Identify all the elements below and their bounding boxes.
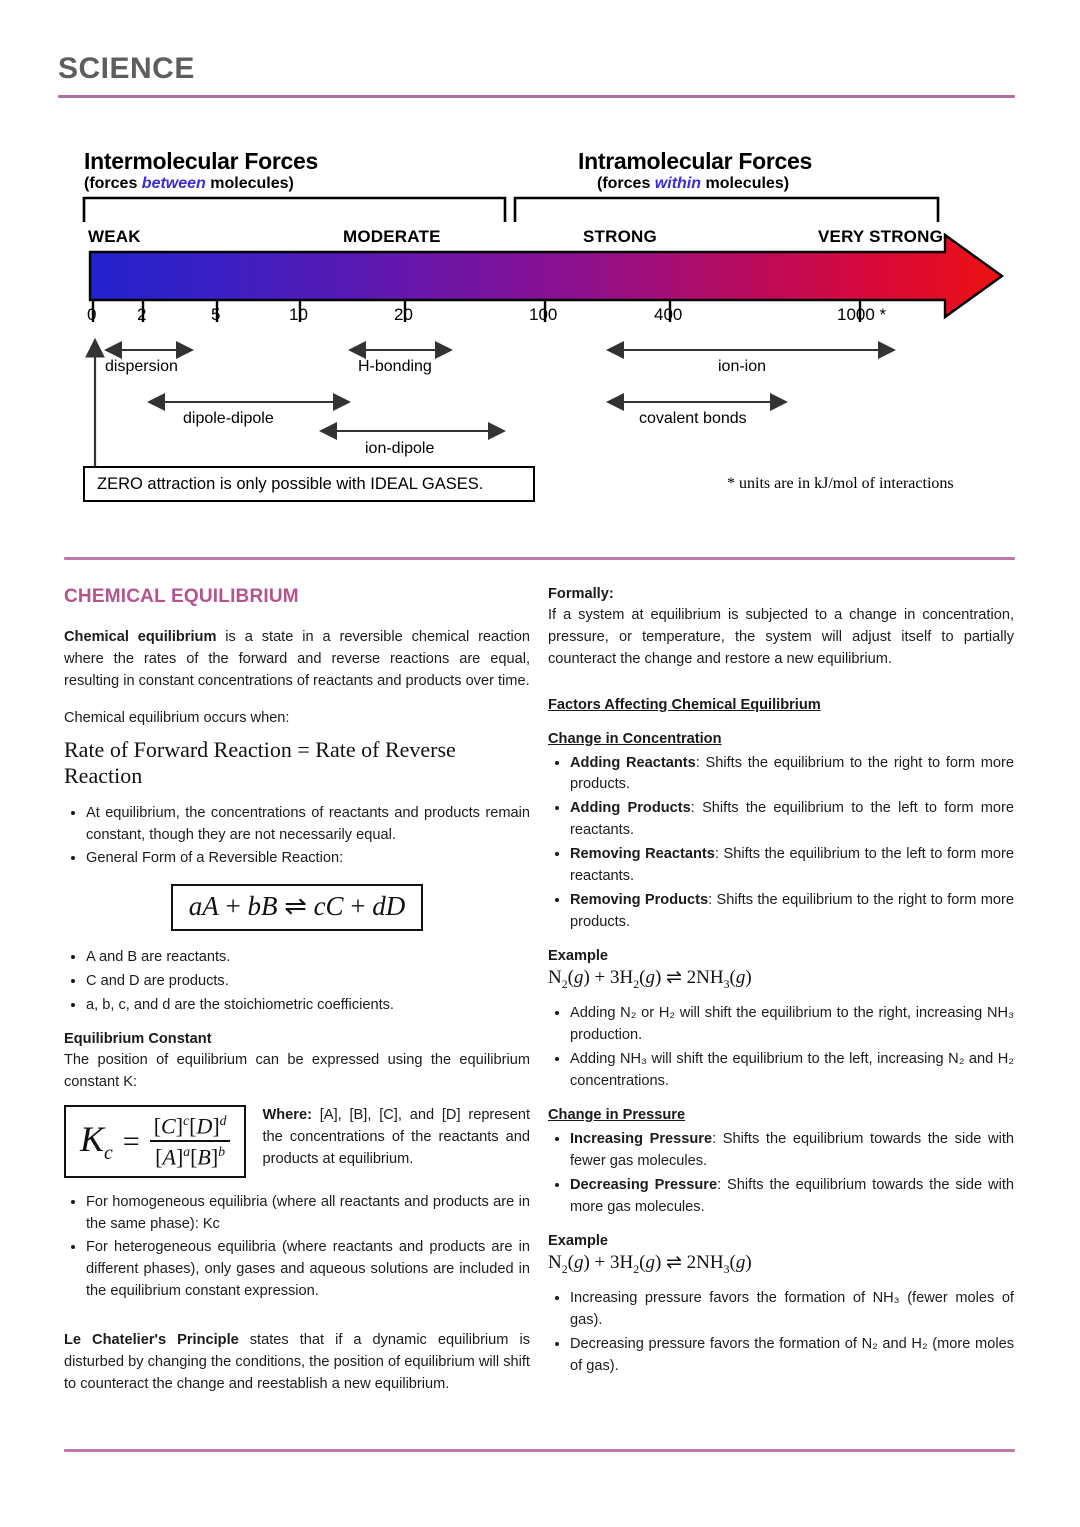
equilibrium-bullets-1 — [64, 803, 530, 871]
list-item — [570, 753, 1014, 797]
range-label-dipole-dipole: dipole-dipole — [183, 410, 274, 427]
zero-attraction-note: ZERO attraction is only possible with IDEAL GASES. — [83, 466, 535, 502]
factors-heading: Factors Affecting Chemical Equilibrium — [548, 696, 821, 713]
bullet-rest: : Shifts the equilibrium to the left to form more reactants. — [570, 800, 1014, 839]
bullet-rest: : Shifts the equilibrium to the left to form more reactants. — [570, 846, 1015, 884]
bullet-bold: Decreasing Pressure — [570, 1176, 718, 1193]
change-in-pressure-heading: Change in Pressure — [548, 1107, 686, 1123]
imf-sub-em: between — [141, 175, 206, 192]
change-in-concentration-heading: Change in Concentration — [548, 730, 722, 747]
list-item — [570, 798, 1014, 842]
tick-label-100: 100 — [529, 305, 558, 324]
example-bullets-2 — [548, 1288, 1014, 1378]
example-equation-1: $N_2(g) + 3H_2(g)$ ⇌ $2NH_3(g)$ — [548, 966, 752, 991]
list-item: • General Form of a Reversible Reaction: — [86, 848, 530, 870]
tick-label-1000: 1000 * — [837, 305, 887, 324]
page-title: SCIENCE — [58, 52, 195, 85]
intramolecular-title: Intramolecular Forces — [578, 148, 813, 174]
general-form-equation: aA + bB ⇌ cC + dD — [171, 884, 424, 931]
bullet-bold: Adding Reactants — [570, 754, 696, 771]
strength-label-weak: WEAK — [88, 227, 141, 246]
concentration-bullets — [548, 753, 1014, 934]
bullet-rest: : Shifts the equilibrium towards the side with fewer gas molecules. — [570, 1131, 1015, 1169]
strength-label-strong: STRONG — [583, 227, 657, 246]
kc-equals: = — [122, 1124, 140, 1158]
scale-ticks — [93, 300, 860, 322]
list-item: • Adding NH₃ will shift the equilibrium to the left, increasing N₂ and H₂ concentrations. — [570, 1049, 1014, 1093]
left-column — [64, 586, 530, 1410]
imf-sub-post: molecules) — [205, 175, 294, 192]
kc-formula-row — [64, 1105, 530, 1177]
spacer — [64, 1317, 530, 1329]
equilibrium-constant-text: The position of equilibrium can be expressed using the equilibrium constant K: — [64, 1052, 530, 1091]
kc-where-block — [262, 1105, 530, 1171]
strength-label-very-strong: VERY STRONG — [818, 227, 944, 246]
list-item: • Adding N₂ or H₂ will shift the equilibrium to the right, increasing NH₃ production. — [570, 1003, 1014, 1047]
tick-label-10: 10 — [289, 305, 308, 324]
strength-label-moderate: MODERATE — [343, 227, 441, 246]
forces-strength-figure — [0, 0, 1080, 520]
tick-label-5: 5 — [211, 305, 221, 324]
example-equation-2: $N_2(g) + 3H_2(g)$ ⇌ $2NH_3(g)$ — [548, 1251, 752, 1276]
example-bullets-1 — [548, 1003, 1014, 1093]
bullet-bold: Removing Products — [570, 891, 709, 908]
intra-sub-pre: (forces — [597, 175, 655, 192]
list-item — [570, 890, 1014, 934]
kc-formula-box — [64, 1105, 246, 1177]
pressure-bullets — [548, 1129, 1014, 1219]
intro-rest: is a state in a reversible chemical reaction where the rates of the forward and reverse reactions are equal, resulting in constant concentrations of reactants and products over time. — [64, 629, 530, 690]
example-heading-1: Example — [548, 947, 609, 964]
bullet-bold: Adding Products — [570, 800, 691, 817]
bullet-rest: : Shifts the equilibrium to the right to form more products. — [570, 891, 1014, 930]
intramolecular-bracket — [515, 198, 938, 222]
bullet-rest: : Shifts the equilibrium to the right to form more products. — [570, 754, 1015, 793]
occurs-when-text: Chemical equilibrium occurs when: — [64, 709, 290, 726]
example-heading-2: Example — [548, 1232, 609, 1249]
intermolecular-title: Intermolecular Forces — [84, 148, 319, 174]
list-item: • For homogeneous equilibria (where all reactants and products are in the same phase): Kc — [86, 1192, 530, 1236]
section-divider-top — [64, 557, 1015, 560]
list-item: • At equilibrium, the concentrations of reactants and products remain constant, though they are not necessarily equal. — [86, 803, 530, 847]
range-label-ion-ion: ion-ion — [718, 358, 767, 375]
intra-sub-em: within — [654, 175, 702, 192]
intro-paragraph — [64, 626, 530, 693]
formally-label: Formally — [548, 586, 609, 602]
intra-sub-post: molecules) — [701, 175, 790, 192]
kc-denominator: $[A]^a[B]^b$ — [155, 1144, 226, 1170]
le-chatelier-paragraph — [64, 1329, 530, 1396]
range-label-ion-dipole: ion-dipole — [365, 440, 435, 457]
list-item — [570, 1175, 1014, 1219]
right-column — [548, 586, 1014, 1392]
range-label-dispersion: dispersion — [105, 358, 178, 375]
where-text: [A], [B], [C], and [D] represent the concentrations of the reactants and products at equilibrium. — [262, 1107, 530, 1168]
tick-label-0: 0 — [87, 305, 97, 324]
section-divider-bottom — [64, 1449, 1015, 1452]
formally-text: If a system at equilibrium is subjected to a change in concentration, pressure, or temperature, the system will adjust itself to partially counteract the change and restore a new equilibrium. — [548, 607, 1014, 668]
list-item: • Increasing pressure favors the formation of NH₃ (fewer moles of gas). — [570, 1288, 1014, 1332]
list-item: • A and B are reactants. — [86, 947, 530, 969]
equilibrium-bullets-3 — [64, 1192, 530, 1303]
list-item — [570, 844, 1014, 888]
figure-svg — [0, 0, 1080, 520]
where-label: Where: — [262, 1107, 312, 1124]
rate-equation: Rate of Forward Reaction = Rate of Reverse Reaction — [64, 736, 456, 788]
formally-heading: Formally: — [548, 586, 614, 602]
list-item: • a, b, c, and d are the stoichiometric coefficients. — [86, 995, 530, 1017]
intermolecular-bracket — [84, 198, 505, 222]
intro-bold-term: Chemical equilibrium — [64, 629, 217, 645]
where-label-text: Where — [262, 1107, 308, 1124]
tick-label-2: 2 — [137, 305, 147, 324]
bullet-rest: : Shifts the equilibrium towards the side with more gas molecules. — [570, 1176, 1014, 1215]
equilibrium-bullets-2 — [64, 947, 530, 1017]
bullet-bold: Removing Reactants — [570, 846, 715, 863]
kc-lhs: $K_c$ — [80, 1118, 113, 1165]
le-chatelier-rest: states that if a dynamic equilibrium is disturbed by changing the conditions, the position of equilibrium will shift to counteract the change and reestablish a new equilibrium. — [64, 1332, 530, 1393]
general-form-equation-wrap — [64, 884, 530, 931]
kc-numerator: $[C]^c[D]^d$ — [150, 1113, 231, 1142]
kc-fraction — [150, 1113, 231, 1169]
range-label-h-bonding: H-bonding — [358, 358, 432, 375]
equilibrium-constant-heading: Equilibrium Constant — [64, 1031, 212, 1048]
units-footnote: * units are in kJ/mol of interactions — [727, 475, 954, 492]
spacer — [548, 685, 1014, 697]
bullet-bold: Increasing Pressure — [570, 1131, 713, 1147]
list-item — [570, 1129, 1014, 1173]
le-chatelier-bold: Le Chatelier's Principle — [64, 1332, 239, 1349]
list-item: • C and D are products. — [86, 971, 530, 993]
list-item: • Decreasing pressure favors the formation of N₂ and H₂ (more moles of gas). — [570, 1334, 1014, 1378]
tick-label-20: 20 — [394, 305, 413, 324]
range-label-covalent-bonds: covalent bonds — [639, 410, 747, 427]
list-item: • For heterogeneous equilibria (where reactants and products are in different phases), only gases and aqueous solutions are included in the equilibrium constant expression. — [86, 1237, 530, 1303]
section-heading-chemical-equilibrium: CHEMICAL EQUILIBRIUM — [64, 586, 299, 607]
tick-label-400: 400 — [654, 305, 683, 324]
imf-sub-pre: (forces — [84, 175, 142, 192]
